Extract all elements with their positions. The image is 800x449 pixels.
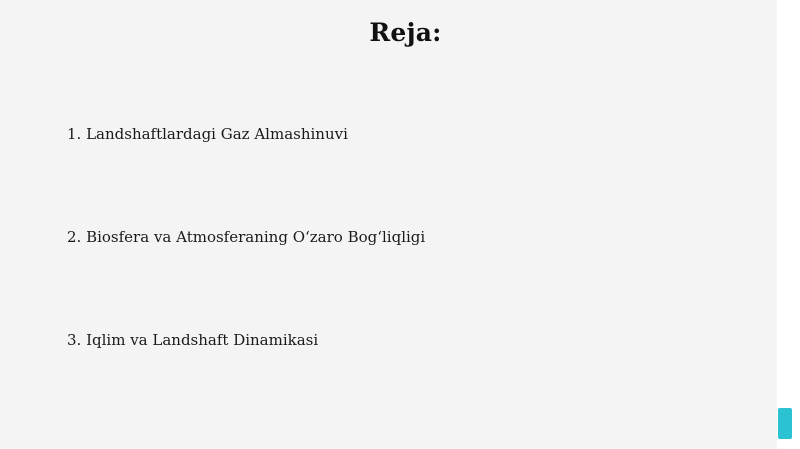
slide-title: Reja: — [369, 18, 442, 47]
plan-item-3: 3. Iqlim va Landshaft Dinamikasi — [67, 331, 319, 349]
scrollbar-thumb[interactable] — [778, 408, 792, 439]
scrollbar-track[interactable] — [777, 0, 800, 449]
plan-item-2: 2. Biosfera va Atmosferaning O‘zaro Bog‘liqligi — [67, 228, 426, 246]
plan-item-1: 1. Landshaftlardagi Gaz Almashinuvi — [67, 125, 348, 143]
